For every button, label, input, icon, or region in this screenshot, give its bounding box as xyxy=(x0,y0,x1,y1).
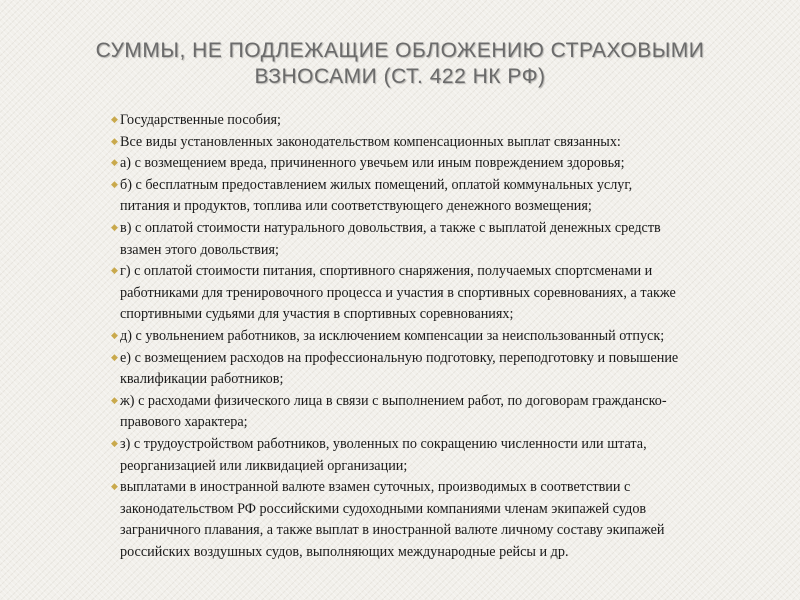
list-item-line: Все виды установленных законодательством компенсационных выплат связанных: xyxy=(120,133,621,150)
diamond-bullet-icon: ◆ xyxy=(111,330,118,341)
list-item xyxy=(111,261,776,326)
list-item xyxy=(111,434,776,477)
list-item-line: российских воздушных судов, выполняющих международные рейсы и др. xyxy=(120,543,569,560)
diamond-bullet-icon: ◆ xyxy=(111,179,118,190)
diamond-bullet-icon: ◆ xyxy=(111,482,118,493)
list-item-line: а) с возмещением вреда, причиненного увечьем или иным повреждением здоровья; xyxy=(120,155,625,172)
list-item-line: квалификации работников; xyxy=(120,371,284,388)
list-item-line: питания и продуктов, топлива или соответствующего денежного возмещения; xyxy=(120,198,592,215)
list-item-line: взамен этого довольствия; xyxy=(120,241,279,258)
diamond-bullet-icon: ◆ xyxy=(111,395,118,406)
list-item xyxy=(111,218,776,261)
slide-title-line-1: СУММЫ, НЕ ПОДЛЕЖАЩИЕ ОБЛОЖЕНИЮ СТРАХОВЫМИ xyxy=(95,39,705,62)
list-item-line: в) с оплатой стоимости натурального довольствия, а также с выплатой денежных средств xyxy=(120,219,661,236)
diamond-bullet-icon: ◆ xyxy=(111,266,118,277)
slide-title xyxy=(60,38,740,90)
list-item xyxy=(111,175,776,218)
list-item-line: Государственные пособия; xyxy=(120,112,282,128)
list-item-line: выплатами в иностранной валюте взамен суточных, производимых в соответствии с xyxy=(120,479,631,496)
list-item-line: реорганизацией или ликвидацией организации; xyxy=(120,457,408,474)
list-item-line: е) с возмещением расходов на профессиональную подготовку, переподготовку и повышение xyxy=(120,349,679,366)
list-item xyxy=(111,326,776,348)
list-item xyxy=(111,153,776,175)
list-item-line: з) с трудоустройством работников, уволенных по сокращению численности или штата, xyxy=(120,435,647,452)
diamond-bullet-icon: ◆ xyxy=(111,115,118,125)
list-item xyxy=(111,132,776,154)
list-item-line: спортивными судьями для участия в спортивных соревнованиях; xyxy=(120,306,514,323)
list-item xyxy=(111,110,776,132)
list-item xyxy=(111,348,776,391)
list-item-line: работниками для тренировочного процесса и участия в спортивных соревнованиях, а также xyxy=(120,284,676,301)
list-item xyxy=(111,477,776,563)
list-item-line: заграничного плавания, а также выплат в иностранной валюте личному составу экипажей xyxy=(120,522,665,539)
diamond-bullet-icon: ◆ xyxy=(111,438,118,449)
diamond-bullet-icon: ◆ xyxy=(111,136,118,147)
list-item xyxy=(111,391,776,434)
list-item-line: ж) с расходами физического лица в связи с выполнением работ, по договорам гражданско- xyxy=(120,392,667,409)
list-item-line: г) с оплатой стоимости питания, спортивного снаряжения, получаемых спортсменами и xyxy=(120,263,653,280)
diamond-bullet-icon: ◆ xyxy=(111,222,118,233)
bullet-list xyxy=(111,110,776,563)
list-item-line: правового характера; xyxy=(120,414,248,431)
diamond-bullet-icon: ◆ xyxy=(111,352,118,363)
list-item-line: д) с увольнением работников, за исключением компенсации за неиспользованный отпуск; xyxy=(120,327,665,344)
slide-title-line-2: ВЗНОСАМИ (СТ. 422 НК РФ) xyxy=(254,65,546,88)
list-item-line: б) с бесплатным предоставлением жилых помещений, оплатой коммунальных услуг, xyxy=(120,176,633,193)
list-item-line: законодательством РФ российскими судоходными компаниями членам экипажей судов xyxy=(120,500,647,517)
diamond-bullet-icon: ◆ xyxy=(111,158,118,169)
